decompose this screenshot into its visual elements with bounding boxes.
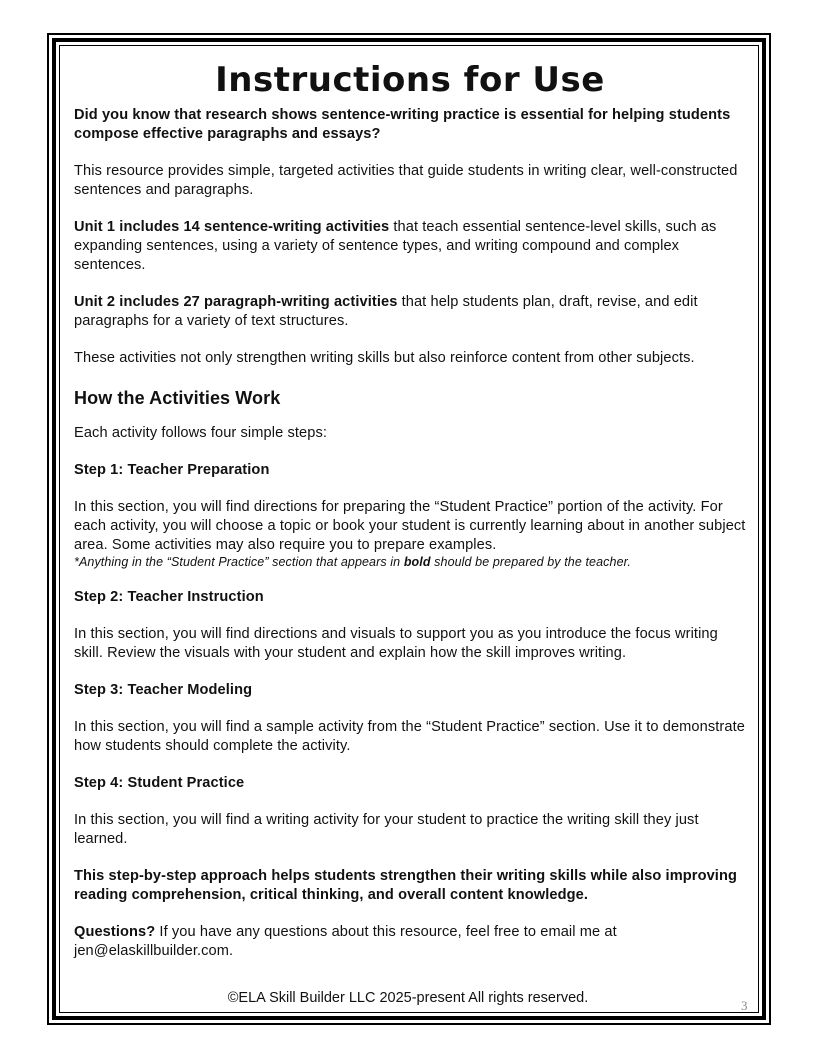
unit2-paragraph [74, 293, 746, 331]
note-text: *Anything in the “Student Practice” section that appears in [74, 555, 404, 569]
questions-text: If you have any questions about this resource, feel free to email me at [155, 924, 617, 940]
page-title: Instructions for Use [215, 60, 605, 100]
unit1-bold: Unit 1 includes 14 sentence-writing activities [74, 219, 390, 235]
unit2-bold: Unit 2 includes 27 paragraph-writing activities [74, 294, 398, 310]
questions-bold: Questions? [74, 924, 156, 940]
section-heading: How the Activities Work [74, 388, 281, 408]
intro-question: Did you know that research shows sentence-writing practice is essential for helping students compose effective paragraphs and essays? [74, 107, 731, 142]
step4-text: In this section, you will find a writing activity for your student to practice the writing skill they just learned. [74, 812, 699, 847]
step1-note [74, 555, 746, 570]
note-bold: bold [403, 555, 431, 569]
questions-end: . [229, 943, 234, 959]
unit1-paragraph [74, 218, 746, 275]
email-link[interactable]: jen@elaskillbuilder.com [74, 943, 230, 959]
step2-text: In this section, you will find directions and visuals to support you as you introduce the focus writing skill. Review the visuals with your student and explain how the skill improves writing. [74, 626, 718, 661]
step1-paragraph [74, 498, 746, 570]
step1-heading: Step 1: Teacher Preparation [74, 462, 270, 478]
page-number: 3 [741, 998, 748, 1013]
unit1-text: that teach essential sentence-level skills, such as expanding sentences, using a variety of sentence types, and writing compound and complex sentences. [74, 219, 717, 273]
step3-heading: Step 3: Teacher Modeling [74, 682, 253, 698]
questions-paragraph [74, 923, 746, 961]
page-content [74, 58, 746, 979]
reinforce-paragraph: These activities not only strengthen writing skills but also reinforce content from other subjects. [74, 350, 695, 366]
note-text-end: should be prepared by the teacher. [430, 555, 631, 569]
step1-text: In this section, you will find directions for preparing the “Student Practice” portion of the activity. For each activity, you will choose a topic or book your student is currently learning about in another subject area. Some activities may also require you to prepare examples. [74, 499, 746, 553]
closing-paragraph: This step-by-step approach helps students strengthen their writing skills while also improving reading comprehension, critical thinking, and overall content knowledge. [74, 868, 737, 903]
unit2-text: that help students plan, draft, revise, and edit paragraphs for a variety of text structures. [74, 294, 698, 329]
steps-intro: Each activity follows four simple steps: [74, 425, 327, 441]
intro-paragraph: This resource provides simple, targeted activities that guide students in writing clear, well-constructed sentences and paragraphs. [74, 163, 738, 198]
step2-heading: Step 2: Teacher Instruction [74, 589, 264, 605]
step4-heading: Step 4: Student Practice [74, 775, 245, 791]
copyright-footer: ©ELA Skill Builder LLC 2025-present All rights reserved. [227, 990, 589, 1006]
step3-text: In this section, you will find a sample activity from the “Student Practice” section. Use it to demonstrate how students should complete the activity. [74, 719, 745, 754]
